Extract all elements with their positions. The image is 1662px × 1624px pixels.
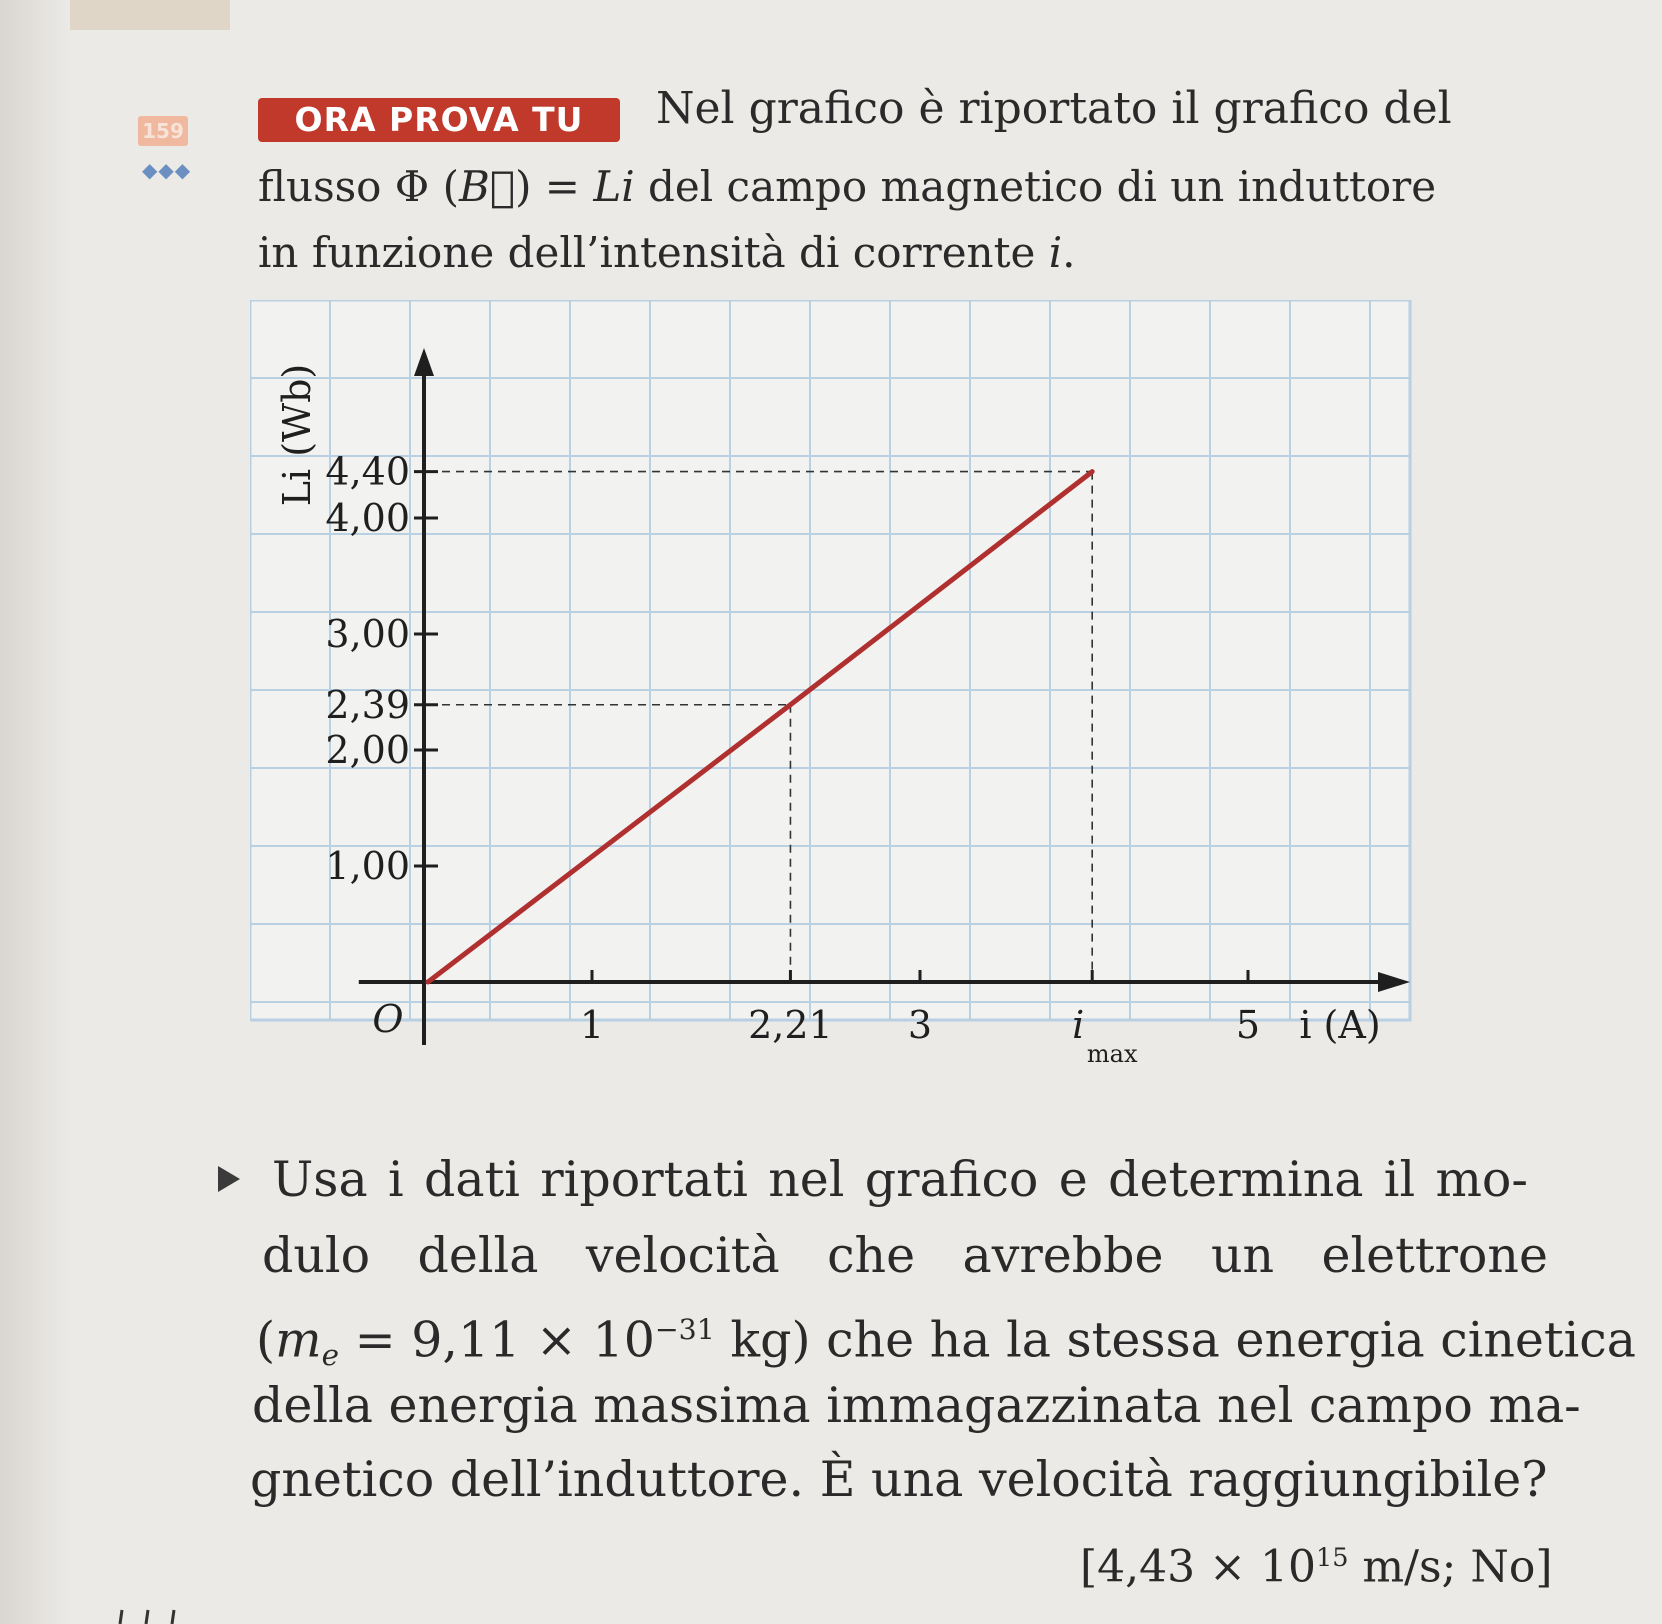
x-tick-label: 5 (1235, 1003, 1261, 1047)
y-tick-label: 1,00 (325, 844, 410, 888)
page-margin-marks (110, 1600, 190, 1624)
exercise-number: 159 (138, 116, 188, 146)
mass-symbol: m (275, 1311, 322, 1369)
x-tick-label: 2,21 (748, 1003, 833, 1047)
question-line-5: gnetico dell’induttore. È una velocità raggiungibile? (250, 1451, 1548, 1508)
intro-line-1: Nel grafico è riportato il grafico del (656, 83, 1452, 134)
answer-text: [4,43 × 10 (1080, 1541, 1316, 1593)
question-line-2: dulo della velocità che avrebbe un elettrone (262, 1227, 1548, 1284)
question-text: ( (256, 1311, 276, 1369)
x-tick-subscript: max (1086, 1040, 1138, 1068)
y-tick-label: 2,00 (325, 728, 410, 772)
answer-text: m/s; No] (1348, 1541, 1553, 1593)
question-line-3 (256, 1300, 1636, 1385)
vector-b: B⃗ (458, 162, 516, 211)
intro-text: . (1062, 228, 1076, 277)
mass-subscript: e (321, 1338, 339, 1373)
intro-text: flusso Φ ( (258, 162, 459, 211)
formula-li: Li (593, 162, 635, 211)
current-symbol: i (1048, 228, 1063, 277)
answer (1080, 1530, 1553, 1596)
x-tick-label: 3 (907, 1003, 933, 1047)
y-axis-label: Li (Wb) (275, 363, 319, 507)
question-text: = 9,11 × 10 (339, 1311, 655, 1369)
question-line-4: della energia massima immagazzinata nel campo ma- (252, 1377, 1581, 1434)
difficulty-icon: ◆◆◆ (142, 158, 192, 182)
y-tick-label: 4,40 (325, 449, 410, 494)
question-text: kg) che ha la stessa energia cinetica (714, 1311, 1636, 1369)
y-tick-label: 2,39 (325, 682, 410, 727)
page-edge-shadow (0, 0, 70, 1624)
x-axis-label: i (A) (1299, 1003, 1381, 1047)
intro-text: del campo magnetico di un induttore (634, 162, 1437, 211)
bullet-triangle-icon (218, 1166, 240, 1192)
intro-text: in funzione dell’intensità di corrente (258, 228, 1049, 277)
intro-line-2 (258, 162, 1436, 212)
y-tick-label: 3,00 (325, 612, 410, 656)
intro-line-3 (258, 228, 1075, 278)
page-top-tab (70, 0, 230, 30)
y-tick-label: 4,00 (325, 496, 410, 540)
mass-exponent: −31 (654, 1313, 715, 1346)
x-tick-label: i (1072, 1003, 1085, 1047)
answer-exponent: 15 (1315, 1543, 1349, 1573)
flux-current-chart (250, 300, 1510, 1070)
x-tick-label: 1 (579, 1003, 605, 1047)
origin-label: O (372, 997, 404, 1041)
intro-text: ) = (515, 162, 594, 211)
ora-prova-tu-badge: ORA PROVA TU (258, 98, 620, 142)
question-line-1: Usa i dati riportati nel grafico e determina il mo- (272, 1151, 1528, 1208)
